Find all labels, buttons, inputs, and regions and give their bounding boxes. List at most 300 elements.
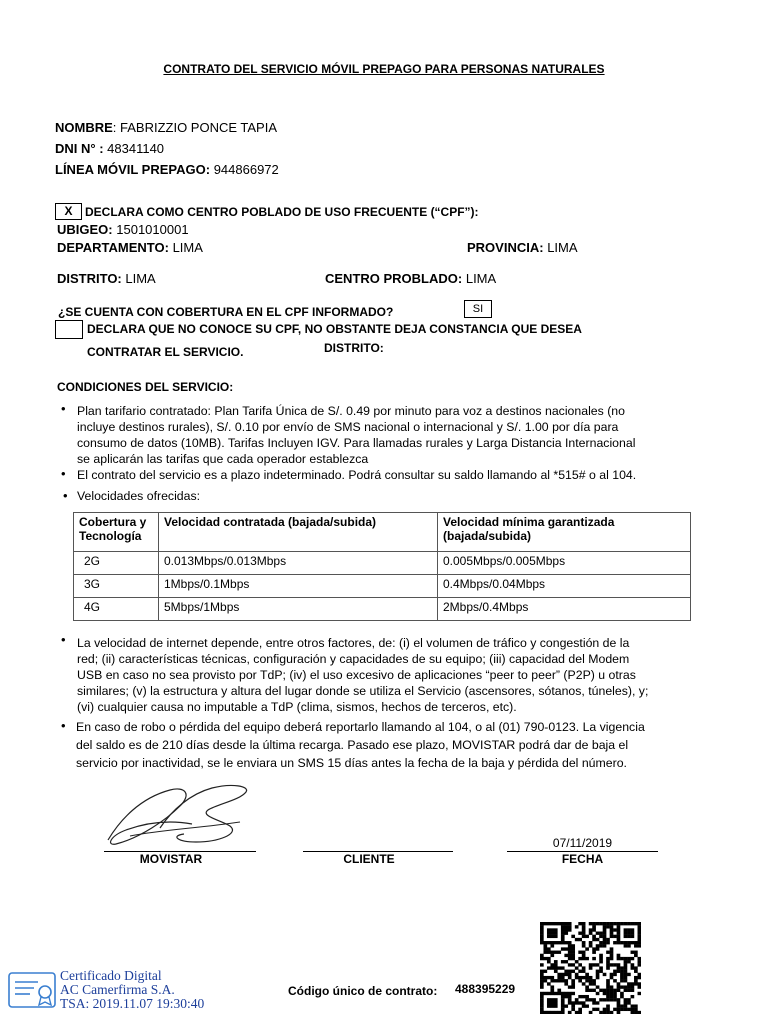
qr-module [540,932,544,935]
qr-module [631,1011,635,1014]
qr-module [589,989,593,992]
qr-module [617,928,621,931]
qr-module [620,922,624,925]
qr-module [634,979,638,982]
qr-module [596,976,600,979]
table-cell: 0.013Mbps/0.013Mbps [159,552,438,575]
qr-module [592,935,596,938]
qr-module [561,992,565,995]
qr-module [617,985,621,988]
qr-module [624,935,628,938]
qr-module [599,989,603,992]
qr-module [540,1001,544,1004]
qr-module [620,992,624,995]
speeds-intro: Velocidades ofrecidas: [77,489,201,503]
qr-module [554,1004,558,1007]
qr-module [585,976,589,979]
qr-module [631,957,635,960]
theft-line: En caso de robo o pérdida del equipo deberá reportarlo llamando al 104, o al (01) 790-0123. La vigencia [76,720,645,734]
qr-module [578,979,582,982]
qr-module [613,979,617,982]
qr-module [634,954,638,957]
qr-module [617,1001,621,1004]
qr-module [543,947,547,950]
qr-module [571,963,575,966]
qr-module [592,1008,596,1011]
qr-module [620,966,624,969]
qr-module [620,970,624,973]
qr-module [582,954,586,957]
qr-module [638,938,641,941]
qr-module [568,1011,572,1014]
qr-module [596,932,600,935]
qr-module [557,979,561,982]
qr-module [634,970,638,973]
qr-module [620,976,624,979]
qr-module [638,922,641,925]
qr-module [617,1008,621,1011]
qr-module [578,963,582,966]
qr-module [582,957,586,960]
qr-module [554,979,558,982]
qr-module [571,935,575,938]
qr-module [561,1008,565,1011]
qr-module [547,922,551,925]
qr-module [613,989,617,992]
qr-module [585,998,589,1001]
qr-module [550,1001,554,1004]
qr-module [564,922,568,925]
client-dni-row [55,141,164,156]
qr-module [561,1011,565,1014]
qr-module [599,998,603,1001]
qr-module [554,935,558,938]
qr-module [568,998,572,1001]
qr-module [571,982,575,985]
distrito-value: LIMA [125,271,156,286]
table-cell: 5Mbps/1Mbps [159,598,438,621]
qr-module [620,957,624,960]
qr-module [585,995,589,998]
qr-module [540,938,544,941]
qr-module [596,992,600,995]
qr-module [603,998,607,1001]
qr-module [550,951,554,954]
qr-module [547,935,551,938]
table-row [74,598,691,621]
qr-module [540,973,544,976]
qr-module [613,973,617,976]
centro-label: CENTRO PROBLADO: [325,271,463,286]
table-cell: 2G [74,552,159,575]
cpf-declare-label: DECLARA COMO CENTRO POBLADO DE USO FRECUENTE (“CPF”): [85,205,479,219]
qr-module [624,957,628,960]
qr-module [568,957,572,960]
qr-module [571,992,575,995]
qr-module [564,992,568,995]
qr-module [627,985,631,988]
table-cell: 4G [74,598,159,621]
qr-module [571,944,575,947]
qr-module [557,941,561,944]
line-label: LÍNEA MÓVIL PREPAGO: [55,162,211,177]
qr-module [578,976,582,979]
qr-module [592,922,596,925]
conditions-heading: CONDICIONES DEL SERVICIO: [57,380,234,394]
qr-module [543,944,547,947]
qr-module [568,944,572,947]
qr-module [603,1008,607,1011]
qr-module [631,985,635,988]
qr-module [617,935,621,938]
no-cpf-checkbox [55,320,83,339]
qr-module [631,951,635,954]
qr-module [631,935,635,938]
qr-module [638,973,641,976]
movistar-label: MOVISTAR [139,852,203,866]
qr-module [603,935,607,938]
qr-module [638,941,641,944]
cpf-checkbox: X [55,203,82,220]
qr-module [575,973,579,976]
qr-module [540,995,544,998]
qr-module [547,982,551,985]
qr-module [610,925,614,928]
qr-module [554,1001,558,1004]
qr-module [620,979,624,982]
qr-module [624,973,628,976]
qr-module [624,989,628,992]
qr-module [561,922,565,925]
qr-module [613,963,617,966]
qr-module [638,925,641,928]
qr-module [568,970,572,973]
qr-module [543,992,547,995]
qr-module [599,944,603,947]
qr-module [550,976,554,979]
qr-module [554,1011,558,1014]
qr-module [561,973,565,976]
qr-module [575,966,579,969]
qr-module [634,944,638,947]
qr-module [610,922,614,925]
qr-module [610,951,614,954]
bullet-internet: • [61,632,66,647]
qr-module [547,1001,551,1004]
qr-module [554,928,558,931]
qr-module [596,938,600,941]
qr-module [599,1011,603,1014]
qr-module [561,938,565,941]
qr-module [564,973,568,976]
qr-module [617,941,621,944]
qr-module [627,982,631,985]
qr-module [547,992,551,995]
qr-module [606,966,610,969]
qr-module [627,989,631,992]
ubigeo-value: 1501010001 [116,222,189,237]
qr-module [624,966,628,969]
qr-module [582,995,586,998]
qr-module [554,998,558,1001]
qr-module [547,951,551,954]
qr-module [589,976,593,979]
qr-module [585,989,589,992]
qr-module [557,1011,561,1014]
qr-module [578,970,582,973]
qr-module [578,932,582,935]
qr-module [610,932,614,935]
cert-line: Certificado Digital [60,968,162,983]
qr-module [624,960,628,963]
qr-module [561,1004,565,1007]
qr-module [547,966,551,969]
qr-module [627,932,631,935]
bullet-plan: • [61,401,66,416]
qr-module [571,951,575,954]
qr-module [606,989,610,992]
qr-module [613,995,617,998]
qr-module [631,1008,635,1011]
qr-module [592,989,596,992]
qr-module [610,963,614,966]
table-header-cell: Cobertura y Tecnología [74,513,159,552]
qr-module [617,932,621,935]
no-cpf-line2: CONTRATAR EL SERVICIO. [87,345,244,359]
qr-module [613,922,617,925]
qr-module [599,954,603,957]
qr-module [554,966,558,969]
qr-module [613,992,617,995]
qr-module [589,966,593,969]
qr-module [638,985,641,988]
qr-module [540,982,544,985]
qr-module [631,989,635,992]
qr-module [554,992,558,995]
qr-module [617,966,621,969]
qr-module [571,970,575,973]
qr-module [578,957,582,960]
qr-module [575,960,579,963]
qr-module [596,963,600,966]
qr-module [610,985,614,988]
qr-module [564,979,568,982]
qr-module [543,951,547,954]
qr-module [540,1004,544,1007]
provincia-value: LIMA [547,240,578,255]
qr-module [606,938,610,941]
qr-module [603,925,607,928]
qr-module [585,1004,589,1007]
qr-module [631,922,635,925]
qr-module [624,922,628,925]
qr-module [638,932,641,935]
qr-module [547,947,551,950]
qr-module [582,925,586,928]
qr-module [540,935,544,938]
table-cell: 0.4Mbps/0.04Mbps [438,575,691,598]
qr-module [582,928,586,931]
qr-module [561,925,565,928]
qr-module [564,928,568,931]
qr-module [578,1011,582,1014]
qr-module [617,954,621,957]
qr-module [554,963,558,966]
qr-module [631,1004,635,1007]
bullet-theft: • [61,718,66,733]
qr-module [561,995,565,998]
qr-module [620,1004,624,1007]
qr-module [606,963,610,966]
qr-module [547,957,551,960]
qr-module [617,922,621,925]
qr-module [603,1011,607,1014]
qr-module [571,1001,575,1004]
qr-module [638,982,641,985]
cert-line: AC Camerfirma S.A. [60,982,175,997]
qr-module [617,970,621,973]
qr-module [557,992,561,995]
qr-module [634,951,638,954]
qr-module [564,960,568,963]
qr-module [564,941,568,944]
qr-module [582,932,586,935]
qr-module [568,973,572,976]
theft-line: del saldo es de 210 días desde la última recarga. Pasado ese plazo, MOVISTAR podrá dar de baja el [76,738,629,752]
plan-line: consumo de datos (10MB). Tarifas Incluyen IGV. Para llamadas rurales y Larga Distancia Internacional [77,436,636,450]
qr-module [554,922,558,925]
qr-module [564,1004,568,1007]
qr-module [599,932,603,935]
qr-module [627,1008,631,1011]
qr-module [561,928,565,931]
qr-module [603,989,607,992]
qr-module [585,947,589,950]
qr-module [564,995,568,998]
qr-module [610,928,614,931]
qr-module [540,1011,544,1014]
qr-module [624,932,628,935]
qr-module [613,928,617,931]
qr-module [603,938,607,941]
qr-module [627,922,631,925]
qr-module [540,970,544,973]
qr-module [617,925,621,928]
qr-code [540,922,641,1014]
qr-module [627,944,631,947]
qr-module [617,938,621,941]
qr-module [568,976,572,979]
qr-module [540,985,544,988]
qr-module [568,995,572,998]
qr-module [564,925,568,928]
distrito-row [57,271,156,286]
qr-module [554,960,558,963]
internet-line: red; (ii) características técnicas, configuración y capacidades de su equipo; (iii) capacidad del Modem [77,652,630,666]
qr-module [564,982,568,985]
qr-module [585,985,589,988]
qr-module [550,992,554,995]
qr-module [561,966,565,969]
qr-module [603,973,607,976]
qr-module [561,947,565,950]
qr-module [610,976,614,979]
qr-module [617,989,621,992]
qr-module [543,1011,547,1014]
qr-module [606,1004,610,1007]
qr-module [599,922,603,925]
qr-module [582,1001,586,1004]
qr-module [610,992,614,995]
qr-module [610,995,614,998]
qr-module [578,951,582,954]
qr-module [610,957,614,960]
qr-module [606,998,610,1001]
dni-value: 48341140 [107,141,165,156]
qr-module [557,976,561,979]
qr-module [627,928,631,931]
qr-module [634,982,638,985]
qr-module [596,922,600,925]
qr-module [634,922,638,925]
qr-module [575,925,579,928]
qr-module [568,954,572,957]
departamento-value: LIMA [172,240,203,255]
qr-module [606,925,610,928]
theft-paragraph [76,718,687,772]
qr-module [540,954,544,957]
qr-module [582,966,586,969]
qr-module [603,922,607,925]
qr-module [571,979,575,982]
contract-code-label: Código único de contrato: [288,984,438,998]
qr-module [638,935,641,938]
qr-module [575,938,579,941]
qr-module [547,976,551,979]
qr-module [592,938,596,941]
qr-module [613,998,617,1001]
qr-module [582,982,586,985]
qr-module [589,963,593,966]
qr-module [599,966,603,969]
qr-module [606,992,610,995]
table-cell: 2Mbps/0.4Mbps [438,598,691,621]
ubigeo-label: UBIGEO: [57,222,113,237]
qr-module [599,970,603,973]
qr-module [596,1008,600,1011]
qr-module [634,1011,638,1014]
cert-line: TSA: 2019.11.07 19:30:40 [60,996,205,1011]
qr-module [638,992,641,995]
qr-module [610,998,614,1001]
qr-module [561,998,565,1001]
qr-module [554,941,558,944]
theft-line: servicio por inactividad, se le enviara un SMS 15 días antes la fecha de la baja y pérdida del número. [76,756,627,770]
qr-module [592,928,596,931]
table-header-row [74,513,691,552]
qr-module [550,941,554,944]
qr-module [540,957,544,960]
qr-module [596,973,600,976]
qr-module [547,998,551,1001]
qr-module [589,922,593,925]
signature-date: 07/11/2019 [552,836,613,850]
qr-module [568,941,572,944]
qr-module [592,998,596,1001]
qr-module [624,941,628,944]
qr-module [557,951,561,954]
qr-module [617,1011,621,1014]
